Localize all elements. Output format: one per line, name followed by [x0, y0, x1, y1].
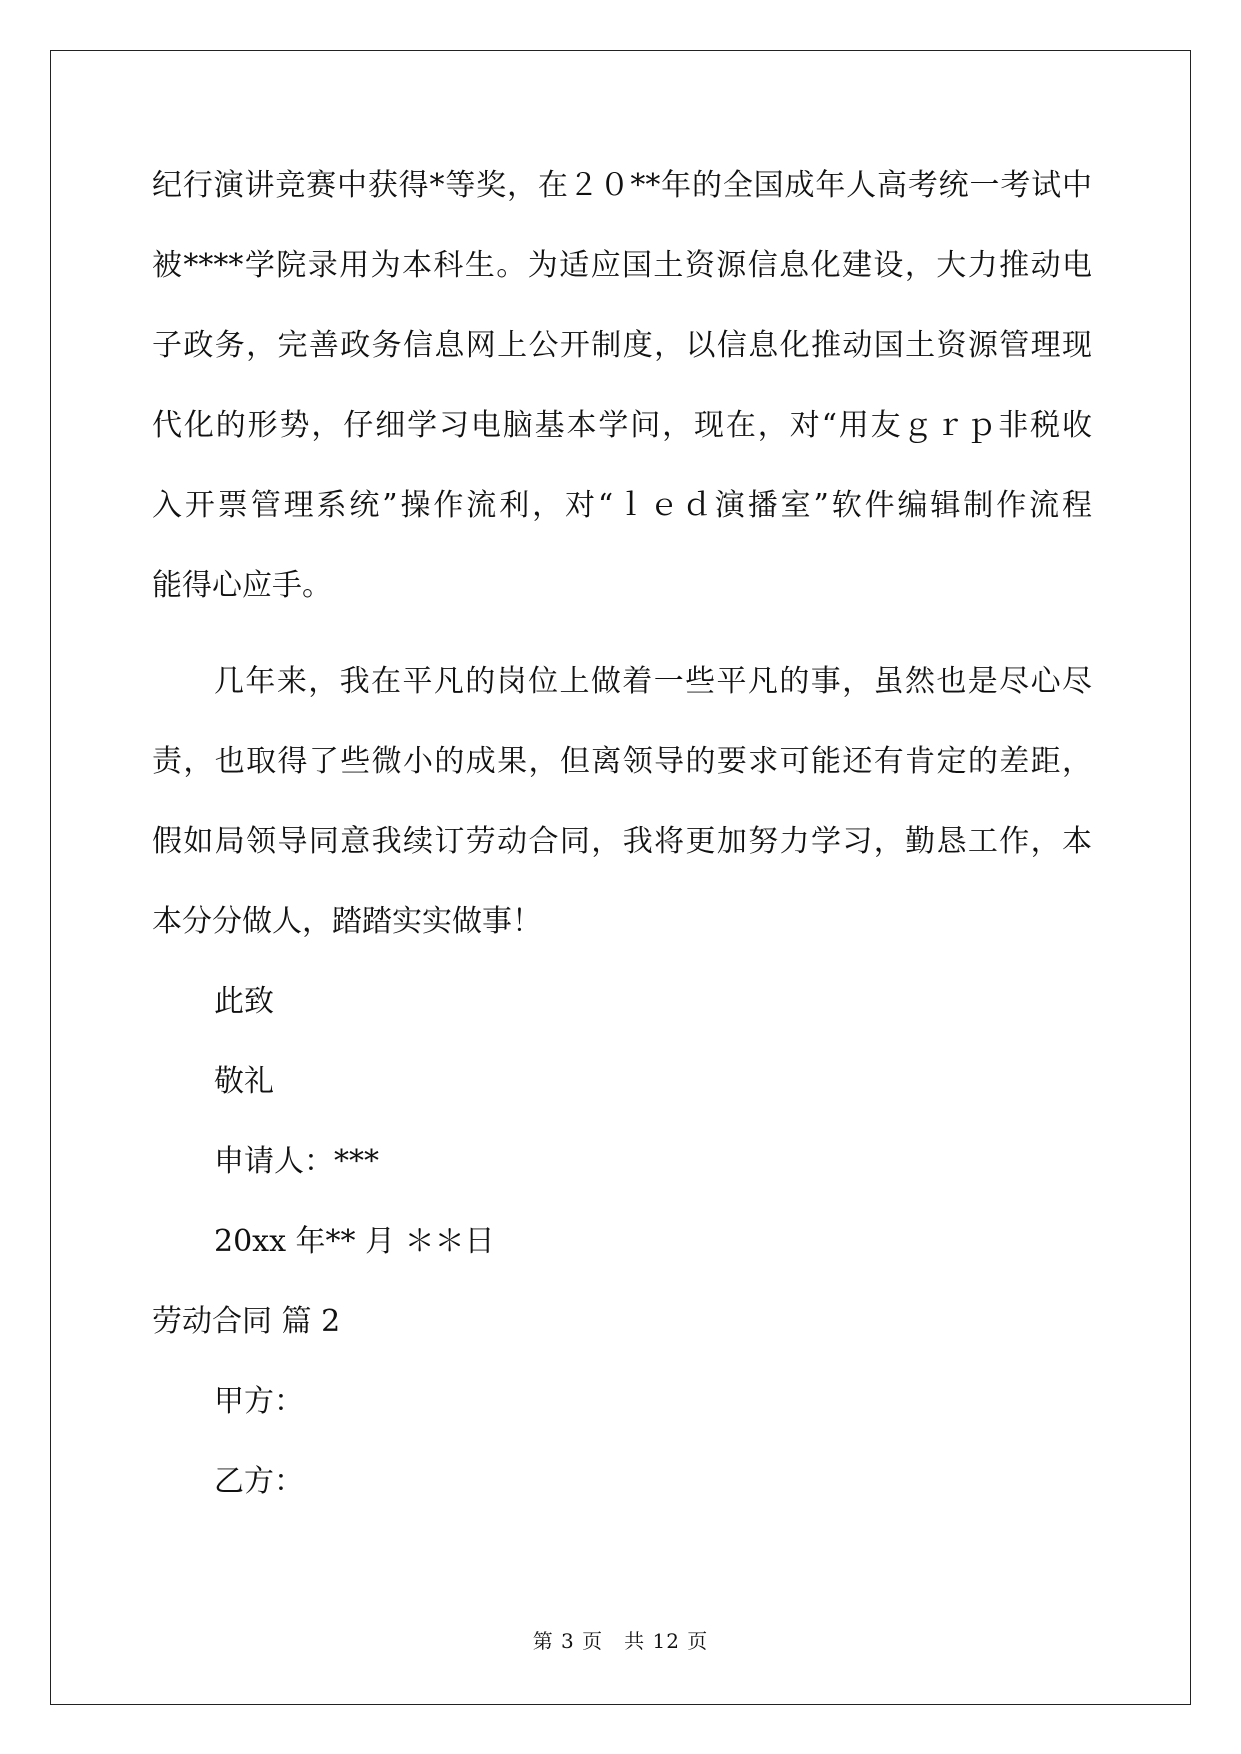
- paragraph-line: 几年来，我在平凡的岗位上做着一些平凡的事，虽然也是尽心尽: [214, 664, 1092, 699]
- paragraph-line: 代化的形势，仔细学习电脑基本学问，现在，对“用友ｇｒｐ非税收: [152, 408, 1092, 443]
- paragraph-line: 能得心应手。: [152, 568, 332, 603]
- salute-text: 敬礼: [214, 1064, 274, 1099]
- paragraph-line: 纪行演讲竞赛中获得*等奖，在２０**年的全国成年人高考统一考试中: [152, 168, 1092, 203]
- paragraph-line: 被****学院录用为本科生。为适应国土资源信息化建设，大力推动电: [152, 248, 1092, 283]
- paragraph-line: 责，也取得了些微小的成果，但离领导的要求可能还有肯定的差距，: [152, 744, 1092, 779]
- page-footer: 第 3 页 共 12 页: [532, 1629, 709, 1653]
- paragraph-line: 本分分做人，踏踏实实做事！: [152, 904, 542, 939]
- party-b-label: 乙方：: [214, 1464, 304, 1499]
- paragraph-line: 假如局领导同意我续订劳动合同，我将更加努力学习，勤恳工作，本: [152, 824, 1092, 859]
- party-a-label: 甲方：: [214, 1384, 304, 1419]
- closing-text: 此致: [214, 984, 274, 1019]
- paragraph-line: 入开票管理系统”操作流利，对“ｌｅｄ演播室”软件编辑制作流程: [152, 488, 1092, 523]
- section-title: 劳动合同 篇 2: [152, 1304, 341, 1339]
- applicant-line: 申请人：***: [214, 1144, 379, 1179]
- page-border: [50, 50, 1191, 1705]
- paragraph-line: 子政务，完善政务信息网上公开制度，以信息化推动国土资源管理现: [152, 328, 1092, 363]
- date-line: 20xx 年** 月 ＊＊日: [214, 1224, 495, 1259]
